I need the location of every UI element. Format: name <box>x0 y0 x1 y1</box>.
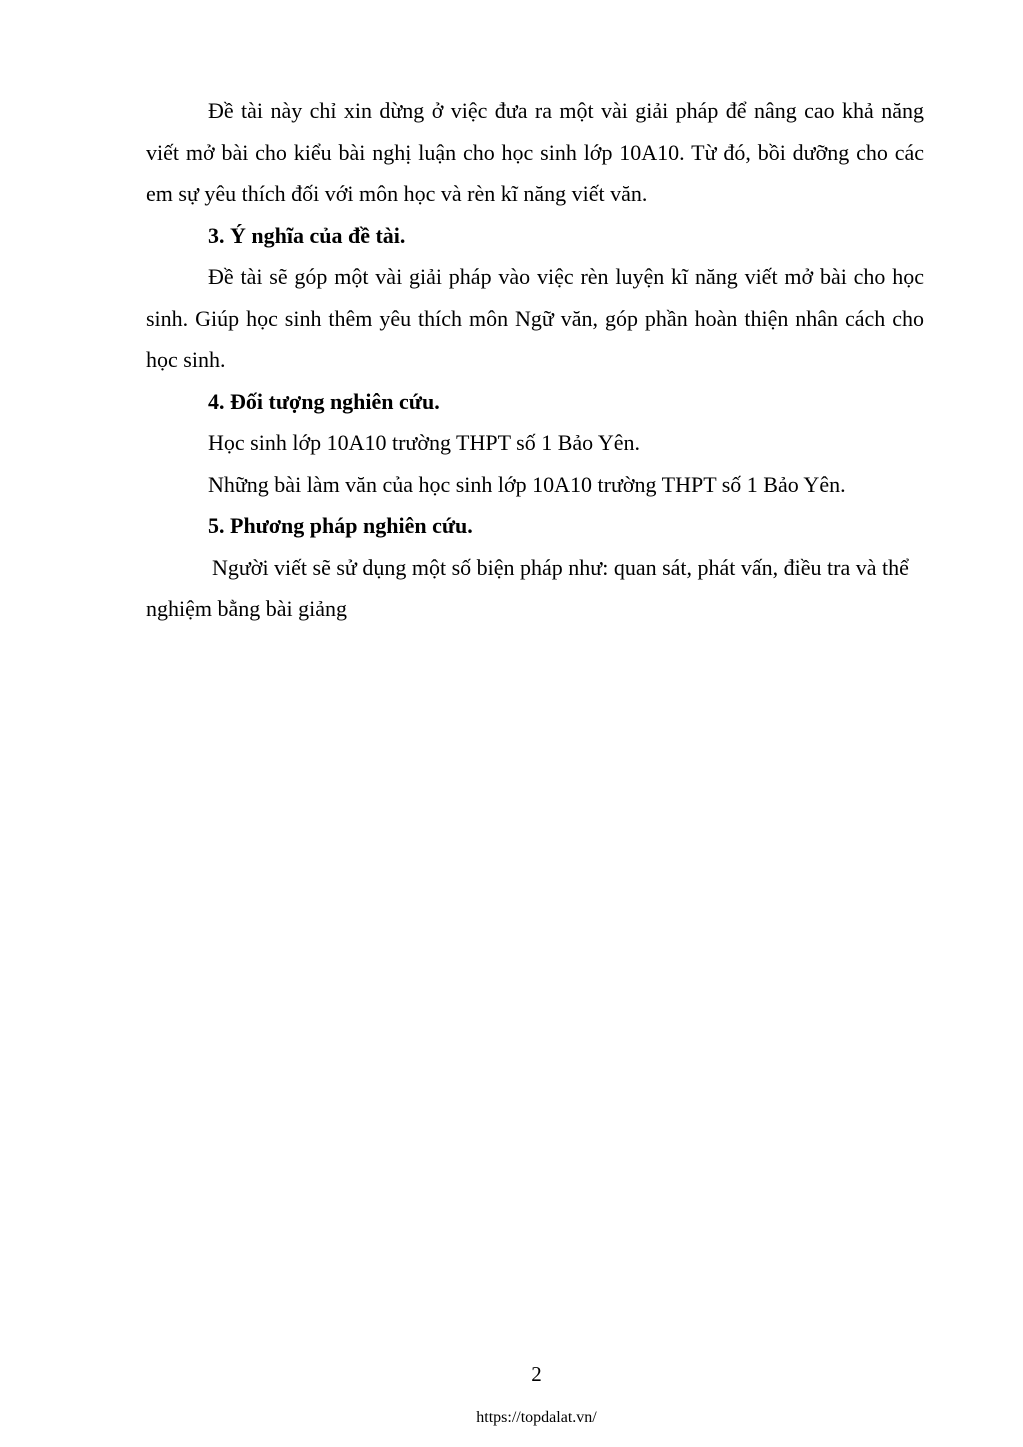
document-body <box>146 90 924 630</box>
paragraph-scope: Đề tài này chỉ xin dừng ở việc đưa ra một vài giải pháp để nâng cao khả năng viết mở bài cho kiểu bài nghị luận cho học sinh lớp 10A10. Từ đó, bồi dưỡng cho các em sự yêu thích đối với môn học và rèn kĩ năng viết văn. <box>146 98 924 206</box>
page-number: 2 <box>531 1362 542 1386</box>
paragraph-significance: Đề tài sẽ góp một vài giải pháp vào việc rèn luyện kĩ năng viết mở bài cho học sinh. Giúp học sinh thêm yêu thích môn Ngữ văn, góp phần hoàn thiện nhân cách cho học sinh. <box>146 264 924 372</box>
paragraph-methods: Người viết sẽ sử dụng một số biện pháp như: quan sát, phát vấn, điều tra và thể nghiệm bằng bài giảng <box>146 554 909 621</box>
paragraph-subjects-students: Học sinh lớp 10A10 trường THPT số 1 Bảo Yên. <box>208 430 640 455</box>
paragraph-subjects-essays: Những bài làm văn của học sinh lớp 10A10 trường THPT số 1 Bảo Yên. <box>208 471 846 497</box>
footer-url: https://topdalat.vn/ <box>476 1409 597 1426</box>
heading-research-subjects: 4. Đối tượng nghiên cứu. <box>208 388 440 414</box>
heading-research-methods: 5. Phương pháp nghiên cứu. <box>208 513 473 538</box>
heading-significance: 3. Ý nghĩa của đề tài. <box>208 222 406 248</box>
